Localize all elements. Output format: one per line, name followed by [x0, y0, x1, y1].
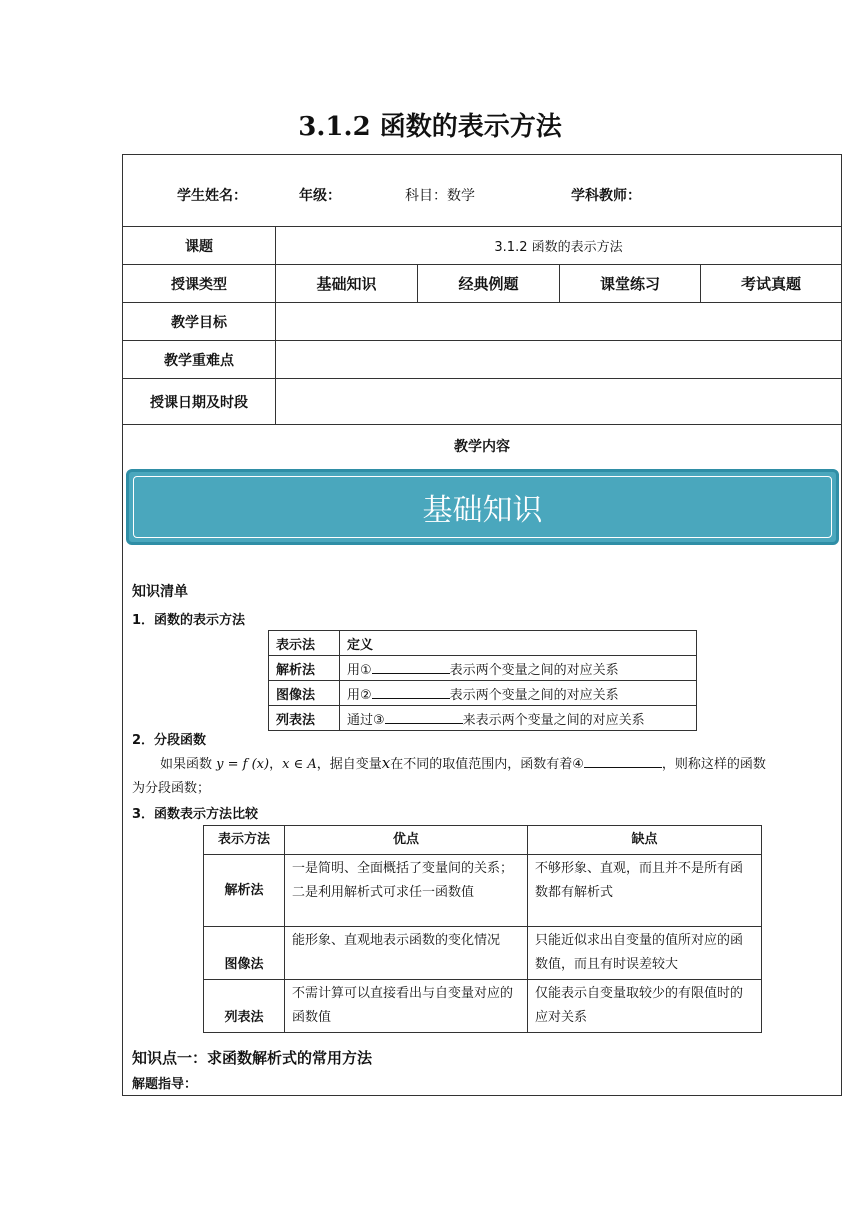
table2-header-cons: 缺点	[528, 826, 762, 855]
piecewise-definition	[160, 753, 840, 772]
answer-blank	[385, 711, 463, 724]
piecewise-text: ，	[269, 757, 283, 772]
definition-prefix: 通过③	[347, 712, 385, 728]
table1-method-name: 解析法	[269, 656, 340, 681]
table-row	[269, 681, 697, 706]
definition-suffix: 来表示两个变量之间的对应关系	[462, 712, 645, 728]
topic-row	[123, 227, 841, 265]
answer-blank	[584, 755, 662, 768]
item3-heading: 3．函数表示方法比较	[132, 807, 259, 822]
table2-method-name: 列表法	[204, 980, 285, 1033]
date-value	[275, 379, 841, 424]
table1-header-method: 表示法	[269, 631, 340, 656]
table-row	[269, 706, 697, 731]
table1-definition	[340, 681, 697, 706]
table-row	[269, 656, 697, 681]
table-row	[204, 855, 762, 927]
comparison-table	[203, 825, 762, 1033]
function-formula: y = f (x)	[216, 757, 270, 772]
table1-definition	[340, 706, 697, 731]
item2-heading: 2．分段函数	[132, 733, 207, 748]
banner-title: 基础知识	[422, 493, 543, 528]
list-title: 知识清单	[132, 584, 188, 600]
goal-row	[123, 303, 841, 341]
table2-header-pros: 优点	[285, 826, 528, 855]
table2-pros: 不需计算可以直接看出与自变量对应的函数值	[285, 980, 528, 1033]
item1-heading: 1．函数的表示方法	[132, 613, 246, 628]
type-examples: 经典例题	[417, 265, 559, 302]
date-label: 授课日期及时段	[150, 394, 248, 411]
piecewise-line2: 为分段函数；	[132, 781, 211, 796]
definition-prefix: 用②	[347, 687, 372, 703]
table2-cons: 只能近似求出自变量的值所对应的函数值，而且有时误差较大	[528, 927, 762, 980]
type-label: 授课类型	[171, 276, 227, 293]
table1-method-name: 图像法	[269, 681, 340, 706]
definition-suffix: 表示两个变量之间的对应关系	[449, 687, 619, 703]
table2-header-method: 表示方法	[204, 826, 285, 855]
domain-formula: x ∈ A	[282, 757, 317, 772]
topic-label: 课题	[185, 238, 213, 255]
definition-suffix: 表示两个变量之间的对应关系	[449, 662, 619, 678]
section-banner	[126, 469, 839, 545]
table2-cons: 不够形象、直观，而且并不是所有函数都有解析式	[528, 855, 762, 927]
grade-label: 年级：	[299, 188, 341, 204]
piecewise-text: ，据自变量	[316, 757, 382, 772]
type-row	[123, 265, 841, 303]
table2-pros: 一是简明、全面概括了变量间的关系；二是利用解析式可求任一函数值	[285, 855, 528, 927]
piecewise-text: 如果函数	[160, 757, 213, 772]
topic-value: 3.1.2 函数的表示方法	[275, 227, 841, 264]
table1-method-name: 列表法	[269, 706, 340, 731]
table2-method-name: 解析法	[204, 855, 285, 927]
goal-value	[275, 303, 841, 340]
answer-blank	[372, 661, 450, 674]
variable-x: x	[381, 754, 391, 772]
type-exam: 考试真题	[700, 265, 841, 302]
table2-cons: 仅能表示自变量取较少的有限值时的应对关系	[528, 980, 762, 1033]
student-name-label: 学生姓名：	[177, 188, 247, 204]
type-practice: 课堂练习	[559, 265, 700, 302]
date-row	[123, 379, 841, 425]
guide-label: 解题指导：	[132, 1077, 198, 1092]
key-label: 教学重难点	[164, 352, 234, 369]
table1-definition	[340, 656, 697, 681]
table2-pros: 能形象、直观地表示函数的变化情况	[285, 927, 528, 980]
content-row	[123, 425, 841, 467]
table2-method-name: 图像法	[204, 927, 285, 980]
table-row	[204, 980, 762, 1033]
content-label: 教学内容	[454, 439, 510, 455]
type-basic: 基础知识	[275, 265, 417, 302]
goal-label: 教学目标	[171, 314, 227, 331]
lesson-frame	[122, 154, 842, 1096]
info-row	[123, 155, 841, 227]
teacher-label: 学科教师：	[571, 188, 641, 204]
definition-prefix: 用①	[347, 662, 372, 678]
knowledge-point-1: 知识点一：求函数解析式的常用方法	[132, 1049, 373, 1067]
piecewise-text: 在不同的取值范围内，函数有着④	[390, 757, 584, 772]
key-value	[275, 341, 841, 378]
table1-header-definition: 定义	[340, 631, 697, 656]
subject-label: 科目：数学	[405, 188, 475, 204]
key-row	[123, 341, 841, 379]
answer-blank	[372, 686, 450, 699]
page-title: 3.1.2 函数的表示方法	[298, 112, 562, 142]
table-row	[204, 927, 762, 980]
piecewise-text: ，则称这样的函数	[661, 757, 766, 772]
methods-table	[268, 630, 697, 731]
